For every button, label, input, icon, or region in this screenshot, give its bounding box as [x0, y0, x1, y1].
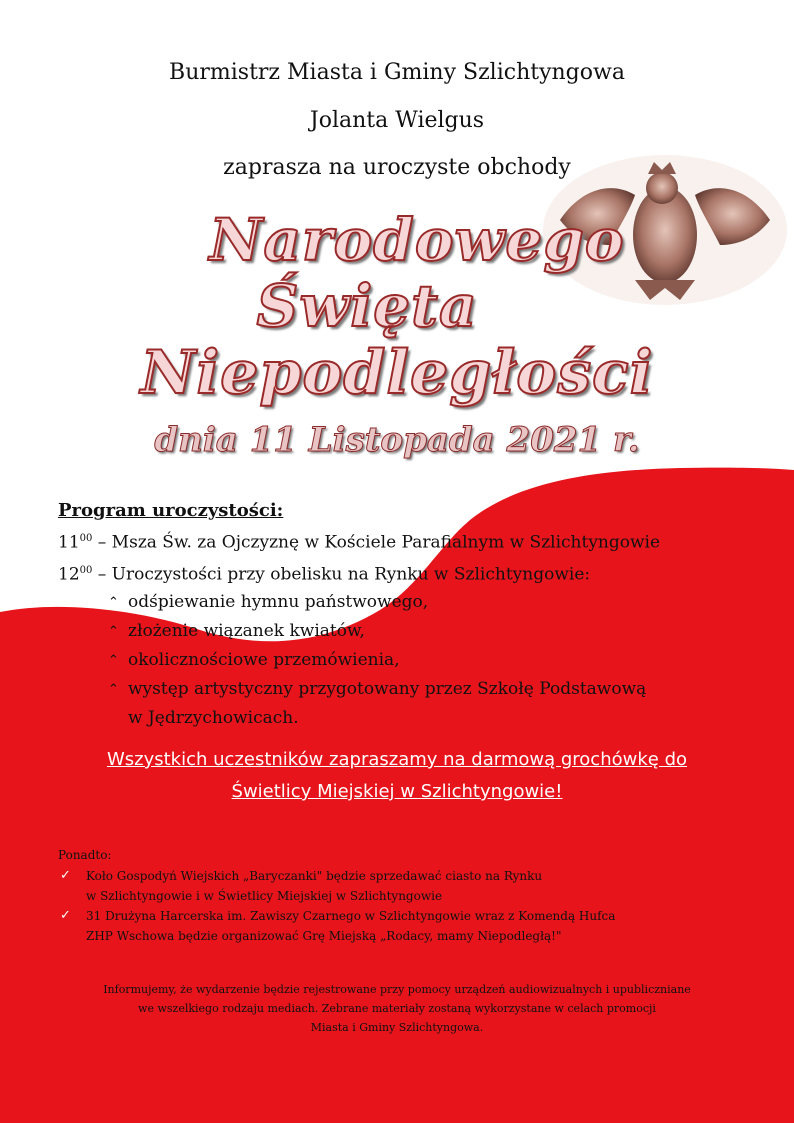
organizer-line: Burmistrz Miasta i Gminy Szlichtyngowa: [169, 60, 625, 85]
program-bullet-list: [58, 588, 758, 733]
soup-invitation: Wszystkich uczestników zapraszamy na darmową grochówkę do Świetlicy Miejskiej w Szlichtyngowie!: [106, 749, 688, 802]
arrow-up-icon: ⌃: [108, 682, 119, 698]
list-item: ✓ Koło Gospodyń Wiejskich „Baryczanki" będzie sprzedawać ciasto na Rynku w Szlichtyngowie i w Świetlicy Miejskiej w Szlichtyngowie: [60, 868, 543, 903]
program-section: [58, 500, 758, 733]
additional-heading: Ponadto:: [58, 848, 112, 862]
arrow-up-icon: ⌃: [108, 653, 119, 669]
arrow-up-icon: ⌃: [108, 595, 119, 611]
list-item: ⌃ okolicznościowe przemówienia,: [108, 646, 758, 675]
program-item: $12^{00}$ – Uroczystości przy obelisku na Rynku w Szlichtyngowie:: [58, 564, 591, 585]
arrow-up-icon: ⌃: [108, 624, 119, 640]
list-item-continuation: w Jędrzychowicach.: [128, 708, 299, 729]
mayor-name: Jolanta Wielgus: [309, 108, 485, 133]
list-item: ✓ 31 Drużyna Harcerska im. Zawiszy Czarnego w Szlichtyngowie wraz z Komendą Hufca ZHP Wschowa będzie organizować Grę Miejską „Rodacy, mamy Niepodległą!": [60, 908, 616, 943]
program-item: $11^{00}$ – Msza Św. za Ojczyznę w Kościele Parafialnym w Szlichtyngowie: [58, 532, 661, 553]
list-item: ⌃ odśpiewanie hymnu państwowego,: [108, 588, 758, 617]
additional-info: [58, 848, 758, 946]
list-item: ⌃ występ artystyczny przygotowany przez Szkołę Podstawową: [108, 675, 758, 704]
program-heading: Program uroczystości:: [58, 500, 284, 521]
title-line-3: Niepodległości: [140, 338, 654, 408]
list-item: ⌃ złożenie wiązanek kwiatów,: [108, 617, 758, 646]
recording-notice: Informujemy, że wydarzenie będzie rejestrowane przy pomocy urządzeń audiowizualnych i upubliczniane we wszelkiego rodzaju mediach. Zebrane materiały zostaną wykorzystane w celach promocji Miasta i Gminy Szlichtyngowa.: [103, 983, 691, 1034]
event-date: dnia 11 Listopada 2021 r.: [154, 420, 640, 460]
checkmark-icon: ✓: [60, 908, 71, 923]
invitation-line: zaprasza na uroczyste obchody: [223, 155, 571, 180]
title-line-2: Święta: [256, 272, 478, 340]
checkmark-icon: ✓: [60, 868, 71, 883]
title-line-1: Narodowego: [209, 206, 625, 274]
